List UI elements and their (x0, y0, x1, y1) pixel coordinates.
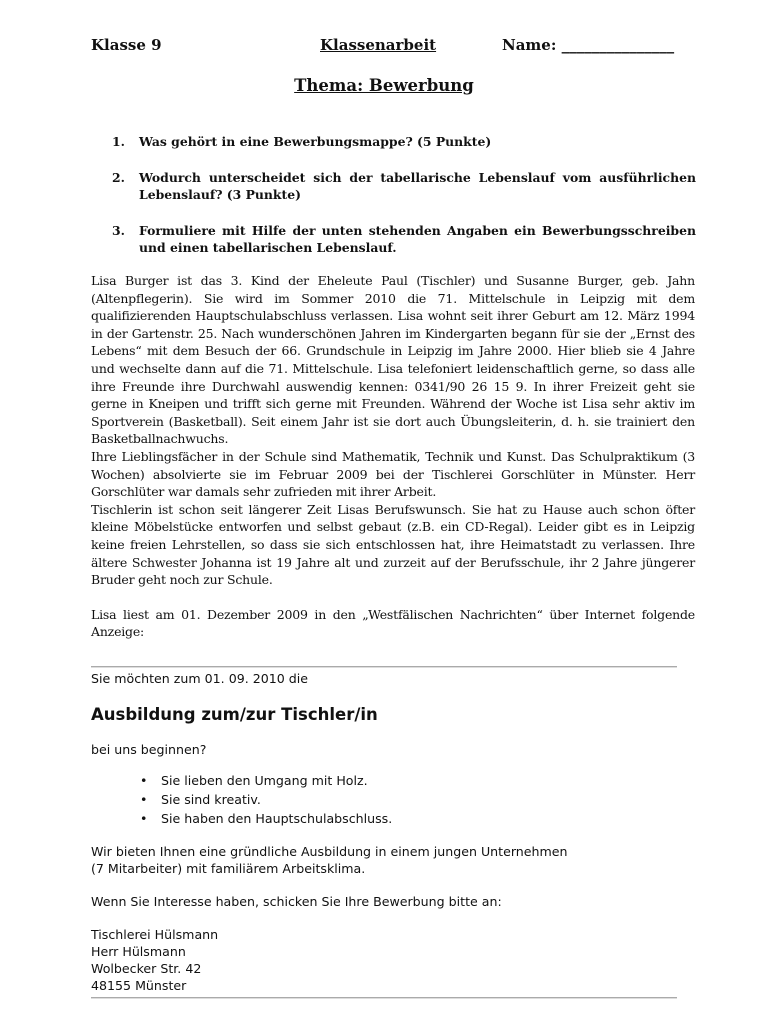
ad-call-to-action: Wenn Sie Interesse haben, schicken Sie Ihre Bewerbung bitte an: (91, 894, 502, 909)
task-list (112, 133, 696, 275)
story-paragraph: Tischlerin ist schon seit längerer Zeit Lisas Berufswunsch. Sie hat zu Hause auch schon öfter kleine Möbelstücke entworfen und selbst gebaut (z.B. ein CD-Regal). Leider gibt es in Leipzig keine freien Lehrstellen, so dass sie sich entschlossen hat, ihre Heimatstadt zu verlassen. Ihre ältere Schwester Johanna ist 19 Jahre alt und zurzeit auf der Berufsschule, ihr 2 Jahre jüngerer Bruder geht noch zur Schule. (91, 501, 695, 588)
task-item (112, 133, 696, 151)
ad-headline: Ausbildung zum/zur Tischler/in (91, 705, 378, 724)
list-item (91, 790, 691, 809)
task-number: 3. (112, 222, 125, 238)
list-item-text: Sie sind kreativ. (161, 792, 261, 807)
story-paragraph: Ihre Lieblingsfächer in der Schule sind Mathematik, Technik und Kunst. Das Schulpraktikum (3 Wochen) absolvierte sie im Februar 2009 bei der Tischlerei Gorschlüter in Münster. Herr Gorschlüter war damals sehr zufrieden mit ihrer Arbeit. (91, 448, 695, 500)
task-text: Wodurch unterscheidet sich der tabellarische Lebenslauf vom ausführlichen Lebenslauf? (3 Punkte) (139, 169, 696, 202)
story-paragraph: Lisa Burger ist das 3. Kind der Eheleute Paul (Tischler) und Susanne Burger, geb. Jahn (Altenpflegerin). Sie wird im Sommer 2010 die 71. Mittelschule in Leipzig mit dem qualifizierenden Hauptschulabschluss verlassen. Lisa wohnt seit ihrer Geburt am 12. März 1994 in der Gartenstr. 25. Nach wunderschönen Jahren im Kindergarten begann für sie der „Ernst des Lebens“ mit dem Besuch der 66. Grundschule in Leipzig im Jahre 2000. Hier blieb sie 4 Jahre und wechselte dann auf die 71. Mittelschule. Lisa telefoniert leidenschaftlich gerne, so dass alle ihre Freunde ihre Durchwahl auswendig kennen: 0341/90 26 15 9. In ihrer Freizeit geht sie gerne in Kneipen und trifft sich gerne mit Freunden. Während der Woche ist Lisa sehr aktiv im Sportverein (Basketball). Seit einem Jahr ist sie dort auch Übungsleiterin, d. h. sie trainiert den Basketballnachwuchs. (91, 273, 695, 447)
ad-bottom-divider (91, 997, 677, 999)
ad-requirements-list (91, 771, 691, 828)
task-item (112, 222, 696, 257)
ad-address (91, 926, 691, 994)
ad-intro: Sie möchten zum 01. 09. 2010 die (91, 671, 309, 686)
story-paragraph: Lisa liest am 01. Dezember 2009 in den „Westfälischen Nachrichten“ über Internet folgende Anzeige: (91, 606, 695, 640)
address-line: Herr Hülsmann (91, 944, 186, 959)
bullet-icon: • (140, 811, 148, 826)
ad-offer-line: Wir bieten Ihnen eine gründliche Ausbildung in einem jungen Unternehmen (91, 844, 568, 859)
list-item (91, 771, 691, 790)
task-number: 1. (112, 134, 125, 149)
address-line: 48155 Münster (91, 978, 187, 993)
list-item (91, 809, 691, 828)
case-description (91, 272, 695, 641)
exam-label: Klassenarbeit (320, 36, 437, 54)
ad-offer-line: (7 Mitarbeiter) mit familiärem Arbeitsklima. (91, 861, 366, 876)
task-item (112, 169, 696, 204)
page-title: Thema: Bewerbung (294, 76, 474, 95)
list-item-text: Sie haben den Hauptschulabschluss. (161, 811, 393, 826)
address-line: Wolbecker Str. 42 (91, 961, 202, 976)
ad-top-divider (91, 666, 677, 668)
address-line: Tischlerei Hülsmann (91, 927, 219, 942)
job-advertisement (91, 670, 691, 994)
list-item-text: Sie lieben den Umgang mit Holz. (161, 773, 368, 788)
class-label: Klasse 9 (91, 36, 162, 54)
task-text: Formuliere mit Hilfe der unten stehenden Angaben ein Bewerbungsschreiben und einen tabellarischen Lebenslauf. (139, 222, 696, 255)
task-text: Was gehört in eine Bewerbungsmappe? (5 Punkte) (139, 134, 492, 149)
name-field-label: Name: _______________ (502, 36, 675, 54)
worksheet-header (91, 36, 686, 58)
bullet-icon: • (140, 773, 148, 788)
task-number: 2. (112, 169, 125, 185)
bullet-icon: • (140, 792, 148, 807)
ad-question: bei uns beginnen? (91, 742, 207, 757)
